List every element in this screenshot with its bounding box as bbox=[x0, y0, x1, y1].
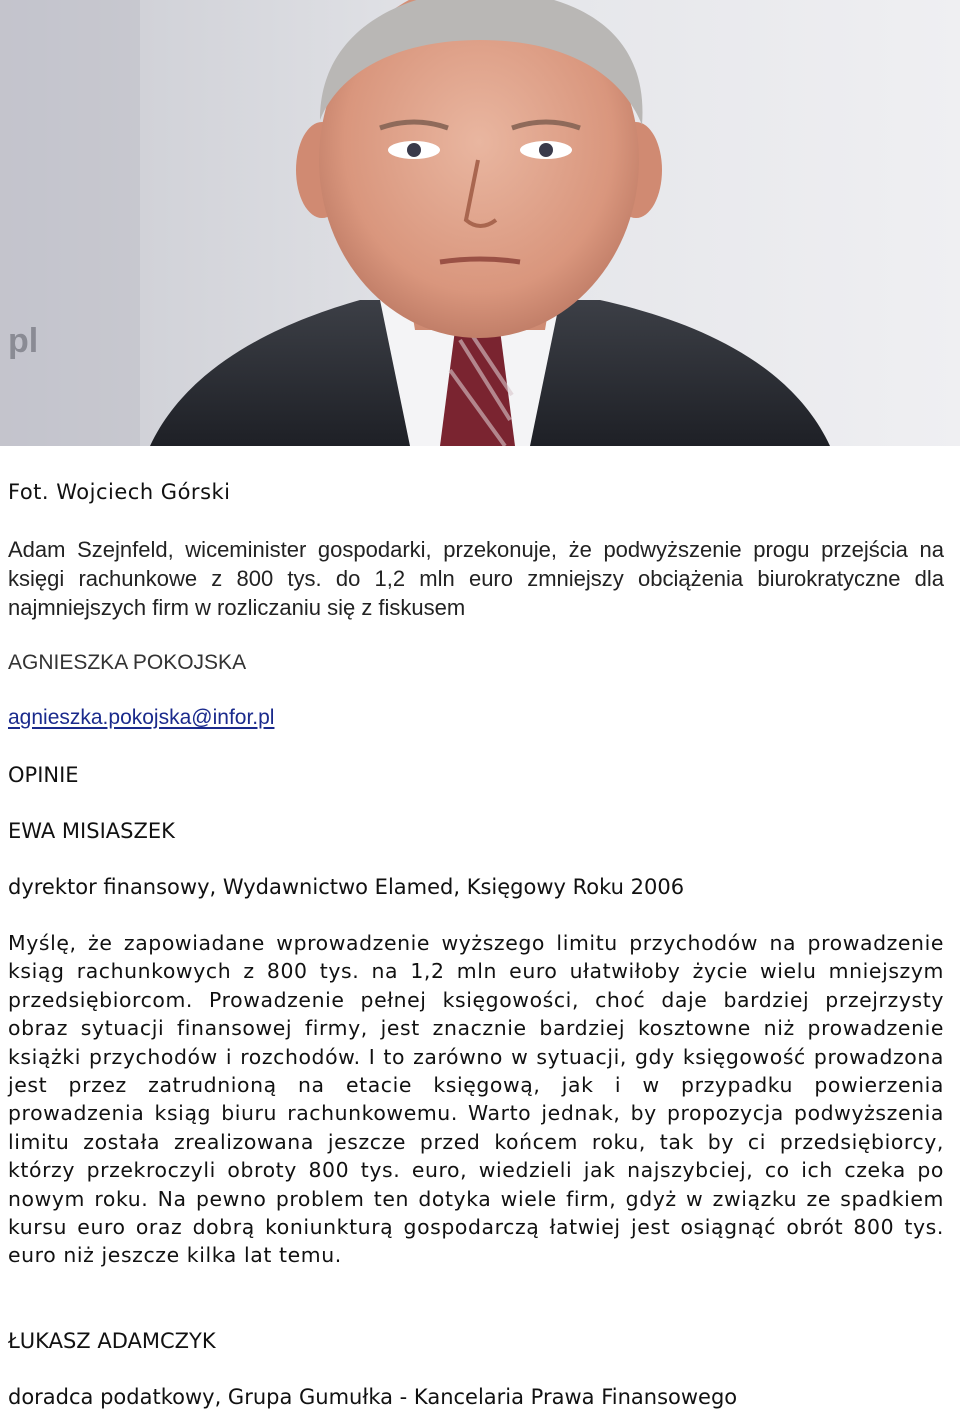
opinion-2-name: ŁUKASZ ADAMCZYK bbox=[8, 1329, 216, 1353]
author-email bbox=[8, 704, 944, 732]
portrait-photo bbox=[0, 0, 960, 446]
opinion-1-name: EWA MISIASZEK bbox=[8, 819, 175, 843]
author-name: AGNIESZKA POKOJSKA bbox=[8, 651, 247, 674]
right-pupil bbox=[539, 143, 553, 157]
photo-watermark: pl bbox=[8, 322, 39, 360]
article-lead: Adam Szejnfeld, wiceminister gospodarki, przekonuje, że podwyższenie progu przejścia na księgi rachunkowe z 800 tys. do 1,2 mln euro zmniejszy obciążenia biurokratyczne dla najmniejszych firm w rozliczaniu się z fiskusem bbox=[8, 537, 944, 620]
opinion-1-text: Myślę, że zapowiadane wprowadzenie wyższego limitu przychodów na prowadzenie ksiąg rachunkowych z 800 tys. na 1,2 mln euro ułatwiłoby życie wielu mniejszym przedsiębiorcom. Prowadzenie pełnej księgowości, choć daje bardziej przejrzysty obraz sytuacji finansowej firmy, jest znacznie bardziej kosztowne niż prowadzenie książki przychodów i rozchodów. I to zarówno w sytuacji, gdy księgowość prowadzona jest przez zatrudnioną na etacie księgową, jak i w przypadku powierzenia prowadzenia ksiąg biuru rachunkowemu. Warto jednak, by propozycja podwyższenia limitu została zrealizowana jeszcze przed końcem roku, tak by ci przedsiębiorcy, którzy przekroczyli obroty 800 tys. euro, wiedzieli jak najszybciej, co ich czeka po nowym roku. Na pewno problem ten dotyka wiele firm, gdyż w związku ze spadkiem kursu euro oraz dobrą koniunkturą gospodarczą łatwiej jest osiągnąć obrót 800 tys. euro niż jeszcze kilka lat temu. bbox=[8, 931, 944, 1268]
left-pupil bbox=[407, 143, 421, 157]
author-email-link[interactable]: agnieszka.pokojska@infor.pl bbox=[8, 706, 275, 729]
portrait-illustration bbox=[0, 0, 960, 446]
photo-credit: Fot. Wojciech Górski bbox=[8, 480, 231, 504]
opinion-1-role: dyrektor finansowy, Wydawnictwo Elamed, Księgowy Roku 2006 bbox=[8, 875, 685, 899]
opinion-2-role: doradca podatkowy, Grupa Gumułka - Kancelaria Prawa Finansowego bbox=[8, 1385, 738, 1409]
photo-backdrop-panel bbox=[0, 0, 140, 446]
section-title: OPINIE bbox=[8, 763, 79, 787]
